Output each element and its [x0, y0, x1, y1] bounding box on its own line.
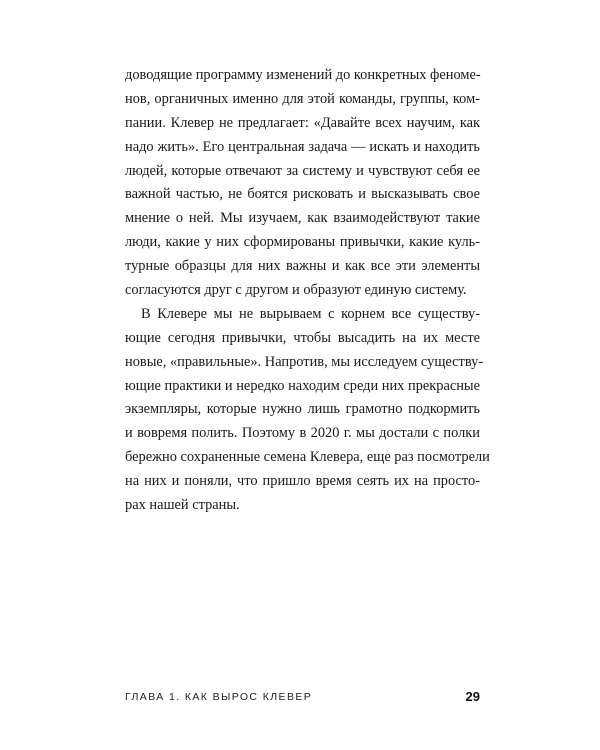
text-line: на них и поняли, что пришло время сеять их на просто- [125, 473, 480, 490]
text-line: рах нашей страны. [125, 497, 240, 514]
text-line: турные образцы для них важны и как все эти элементы [125, 258, 480, 275]
text-line: важной частью, не боятся рисковать и высказывать свое [125, 186, 480, 203]
text-line: экземпляры, которые нужно лишь грамотно подкормить [125, 401, 480, 418]
paragraph-2 [125, 303, 490, 518]
text-line: В Клевере мы не вырываем с корнем все существу- [141, 305, 480, 322]
text-line: надо жить». Его центральная задача — искать и находить [125, 138, 480, 155]
text-line: согласуются друг с другом и образуют единую систему. [125, 282, 467, 299]
text-line: пании. Клевер не предлагает: «Давайте всех научим, как [125, 114, 480, 131]
page-footer [125, 687, 480, 707]
text-line: мнение о ней. Мы изучаем, как взаимодействуют такие [125, 210, 480, 227]
body-text [125, 64, 490, 518]
text-line: новые, «правильные». Напротив, мы исследуем существу- [125, 353, 484, 370]
page-number: 29 [465, 689, 480, 704]
text-line: люди, какие у них сформированы привычки, какие куль- [125, 234, 480, 251]
text-line: людей, которые отвечают за систему и чувствуют себя ее [125, 162, 480, 179]
text-line: доводящие программу изменений до конкретных феноме- [125, 67, 481, 83]
text-line: ющие практики и нередко находим среди них прекрасные [125, 377, 480, 394]
text-line: и вовремя полить. Поэтому в 2020 г. мы достали с полки [125, 425, 480, 442]
text-line: ющие сегодня привычки, чтобы высадить на их месте [125, 329, 480, 346]
paragraph-1 [125, 64, 480, 303]
text-line: нов, органичных именно для этой команды, группы, ком- [125, 90, 480, 107]
text-line: бережно сохраненные семена Клевера, еще раз посмотрели [125, 449, 490, 466]
running-head: ГЛАВА 1. КАК ВЫРОС КЛЕВЕР [125, 691, 313, 703]
